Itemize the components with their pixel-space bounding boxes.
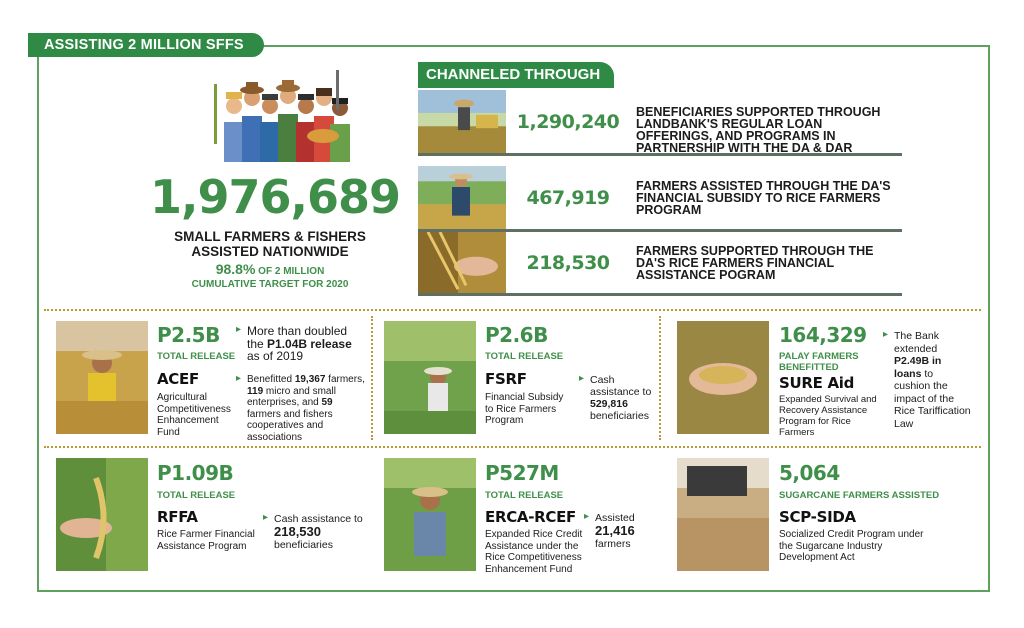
channel-value: 218,530 bbox=[526, 251, 610, 274]
channeled-through-tab: CHANNELED THROUGH bbox=[418, 62, 614, 88]
acef-full-name: Agricultural Competitiveness Enhancement Fund bbox=[157, 392, 231, 438]
acef-bullet-1-text: More than doubled the bbox=[247, 324, 348, 351]
sure-aid-release-label-2: BENEFITTED bbox=[779, 362, 839, 373]
acef-bullet-2-n2: 119 bbox=[247, 385, 264, 397]
erca-bullet bbox=[584, 512, 658, 550]
rice-grain-hands-photo bbox=[418, 232, 506, 293]
acef-bullet-2-t3: farmers and fishers cooperatives and associations bbox=[247, 408, 333, 443]
sure-aid-code: SURE Aid bbox=[779, 374, 855, 392]
rffa-amount: P1.09B bbox=[157, 461, 234, 485]
cumulative-target: CUMULATIVE TARGET FOR 2020 bbox=[191, 279, 349, 290]
acef-farmer-photo bbox=[56, 321, 148, 434]
channel-description: FARMERS SUPPORTED THROUGH THE DA'S RICE FARMERS FINANCIAL ASSISTANCE POGRAM bbox=[636, 243, 874, 282]
scp-code: SCP-SIDA bbox=[779, 508, 856, 526]
acef-bullet-2-n3: 59 bbox=[321, 397, 333, 408]
total-assisted-value: 1,976,689 bbox=[150, 170, 400, 224]
erca-full-name: Expanded Rice Credit Assistance under the Rice Competitiveness Enhancement Fund bbox=[485, 529, 583, 575]
sure-aid-bullet bbox=[883, 330, 971, 430]
channel-description: FARMERS ASSISTED THROUGH THE DA'S FINANCIAL SUBSIDY TO RICE FARMERS PROGRAM bbox=[636, 178, 891, 217]
farmer-harvest-photo bbox=[418, 90, 506, 153]
percentage-line bbox=[150, 261, 390, 279]
channel-value: 1,290,240 bbox=[516, 110, 620, 133]
acef-bullet-2 bbox=[236, 374, 368, 443]
fsrf-bullet-bold: 529,816 bbox=[590, 398, 628, 410]
rice-farmer-photo bbox=[418, 166, 506, 229]
erca-release-label: TOTAL RELEASE bbox=[485, 490, 564, 501]
erca-amount: P527M bbox=[485, 461, 559, 485]
acef-bullet-2-t2: micro and small enterprises, and bbox=[247, 385, 336, 408]
sure-aid-full-name: Expanded Survival and Recovery Assistance Program for Rice Farmers bbox=[779, 394, 877, 438]
erca-farmer-photo bbox=[384, 458, 476, 571]
sure-aid-release-label-1: PALAY FARMERS bbox=[779, 351, 859, 362]
fsrf-bullet-pre: Cash assistance to bbox=[590, 374, 652, 398]
fsrf-release-label: TOTAL RELEASE bbox=[485, 351, 564, 362]
rffa-full-name: Rice Farmer Financial Assistance Program bbox=[157, 529, 255, 552]
percentage-suffix: OF 2 MILLION bbox=[255, 266, 325, 277]
fsrf-amount: P2.6B bbox=[485, 323, 548, 347]
rffa-rice-hand-photo bbox=[56, 458, 148, 571]
acef-code: ACEF bbox=[157, 370, 199, 388]
sure-aid-bullet-bold: P2.49B in loans bbox=[894, 355, 942, 380]
sure-aid-amount: 164,329 bbox=[779, 323, 867, 347]
fsrf-bullet-post: beneficiaries bbox=[590, 410, 649, 422]
rffa-bullet-post: beneficiaries bbox=[274, 539, 333, 551]
fsrf-rice-field-photo bbox=[384, 321, 476, 434]
channel-row bbox=[418, 90, 902, 156]
acef-bullet-2-n1: 19,367 bbox=[294, 374, 326, 385]
acef-bullet-2-t1: farmers, bbox=[325, 374, 365, 385]
acef-bullet-1 bbox=[236, 325, 366, 363]
channel-row bbox=[418, 166, 902, 232]
percentage-value: 98.8% bbox=[215, 261, 256, 277]
rffa-bullet-pre: ▸ Cash assistance to bbox=[274, 513, 363, 525]
acef-bullet-1-post: as of 2019 bbox=[247, 349, 304, 363]
rffa-code: RFFA bbox=[157, 508, 198, 526]
scp-amount: 5,064 bbox=[779, 461, 840, 485]
erca-bullet-pre: ▸ Assisted bbox=[595, 512, 635, 524]
erca-bullet-post: farmers bbox=[595, 538, 631, 550]
sure-aid-bullet-pre: The Bank extended bbox=[894, 330, 939, 355]
channel-value: 467,919 bbox=[526, 186, 610, 209]
rffa-bullet-bold: 218,530 bbox=[274, 524, 321, 539]
section-divider bbox=[44, 446, 981, 448]
scp-full-name: Socialized Credit Program under the Sugarcane Industry Development Act bbox=[779, 529, 924, 563]
erca-bullet-bold: 21,416 bbox=[595, 523, 635, 538]
acef-amount: P2.5B bbox=[157, 323, 220, 347]
rffa-release-label: TOTAL RELEASE bbox=[157, 490, 236, 501]
fsrf-bullet bbox=[579, 374, 657, 422]
acef-bullet-2-pre: Benefitted bbox=[247, 374, 295, 385]
header-tab: ASSISTING 2 MILLION SFFS bbox=[28, 33, 264, 57]
column-divider bbox=[659, 316, 661, 440]
channel-description: BENEFICIARIES SUPPORTED THROUGH LANDBANK'S REGULAR LOAN OFFERINGS, AND PROGRAMS IN PARTNERSHIP WITH THE DA & DAR bbox=[636, 105, 881, 155]
hero-line-1: SMALL FARMERS & FISHERS bbox=[174, 229, 366, 244]
acef-release-label: TOTAL RELEASE bbox=[157, 351, 236, 362]
fsrf-code: FSRF bbox=[485, 370, 527, 388]
farmers-group-illustration bbox=[210, 64, 360, 168]
column-divider bbox=[371, 316, 373, 440]
rffa-bullet bbox=[263, 513, 363, 551]
scp-release-label: SUGARCANE FARMERS ASSISTED bbox=[779, 490, 940, 501]
sure-aid-bullet-post: to cushion the impact of the Rice Tariffication Law bbox=[894, 367, 971, 430]
hero-line-2: ASSISTED NATIONWIDE bbox=[191, 244, 349, 259]
section-divider bbox=[44, 309, 981, 311]
acef-bullet-1-bold: P1.04B release bbox=[267, 336, 352, 351]
scp-sugarcane-harvester-photo bbox=[677, 458, 769, 571]
fsrf-full-name: Financial Subsidy to Rice Farmers Program bbox=[485, 392, 564, 426]
channel-row bbox=[418, 232, 902, 296]
sure-aid-palay-photo bbox=[677, 321, 769, 434]
erca-code: ERCA-RCEF bbox=[485, 508, 576, 526]
